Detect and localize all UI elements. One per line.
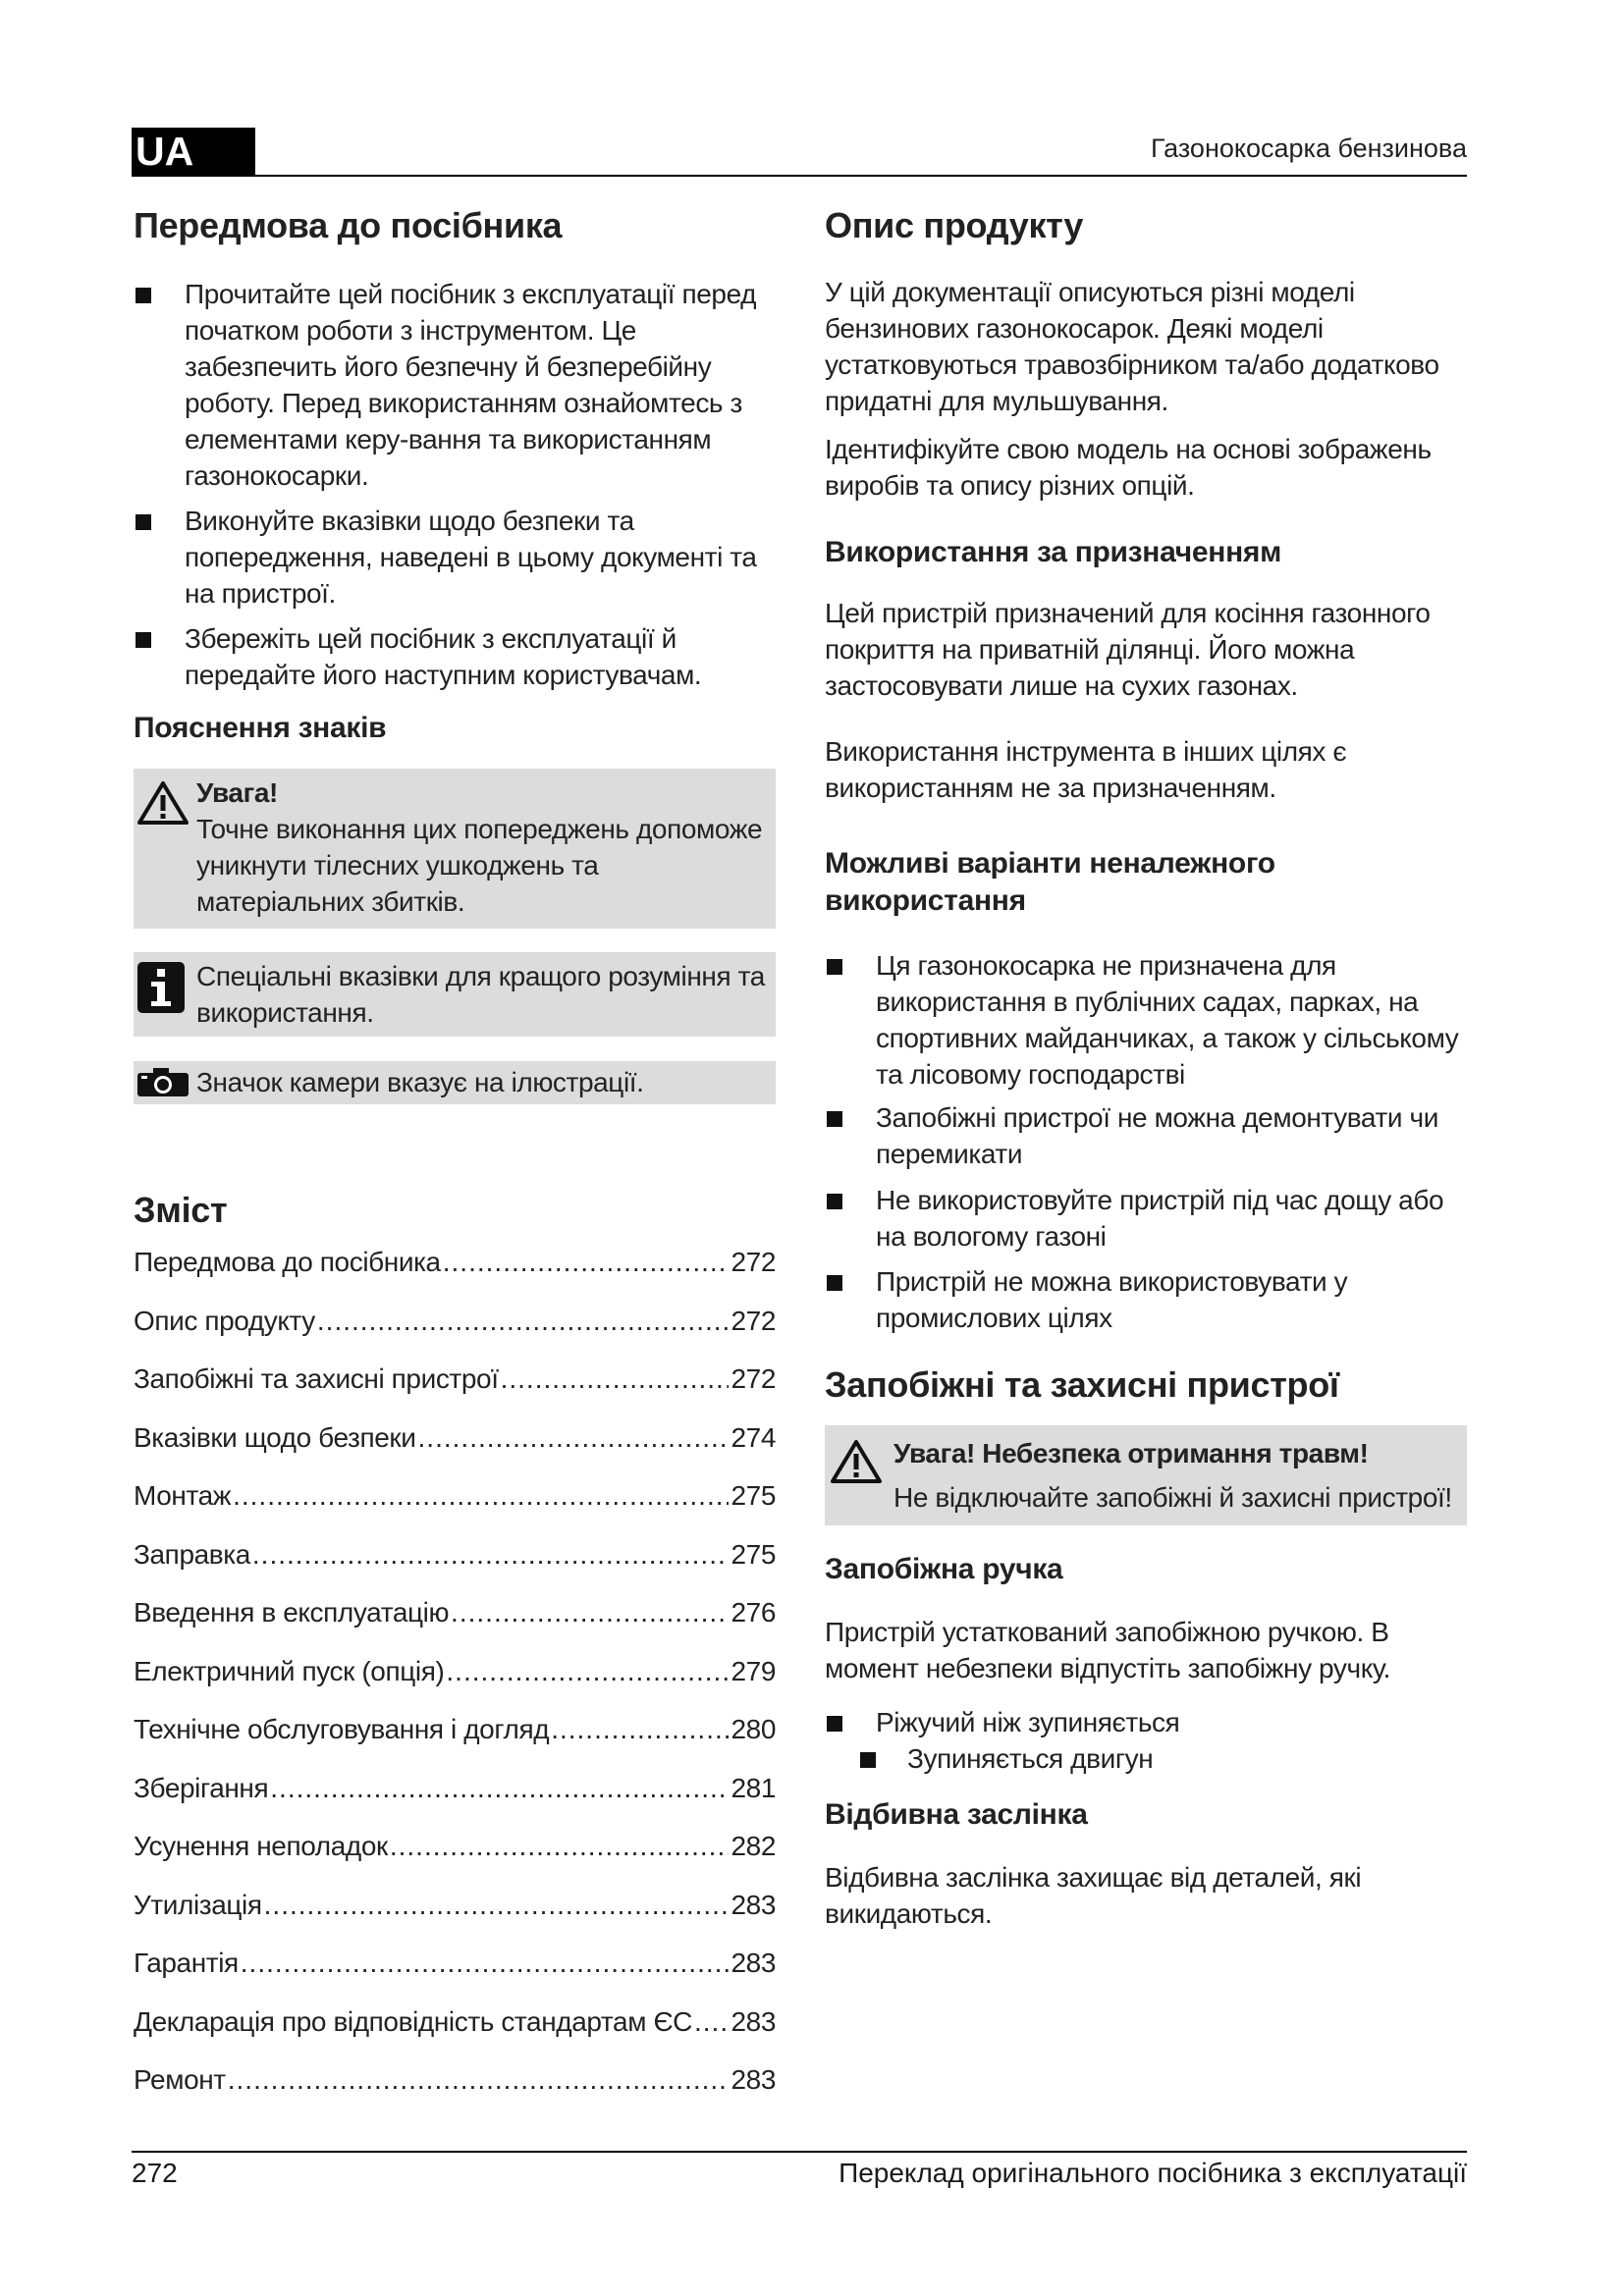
- misuse-heading: Можливі варіанти неналежного використання: [825, 847, 1275, 917]
- toc-leader-dots: [264, 1890, 730, 1921]
- toc-label: Ремонт: [134, 2064, 226, 2095]
- safety-handle-paragraph: Пристрій устаткований запобіжною ручкою. В момент небезпеки відпустіть запобіжну ручку.: [825, 1617, 1391, 1683]
- square-bullet-icon: [135, 632, 151, 648]
- toc-label: Гарантія: [134, 1948, 239, 1978]
- safety-handle-list: [825, 1704, 1469, 1777]
- list-item: Запобіжні пристрої не можна демонтувати чи перемикати: [825, 1099, 1469, 1172]
- toc-label: Утилізація: [134, 1889, 262, 1920]
- deflector-flap-heading: Відбивна заслінка: [825, 1798, 1088, 1831]
- toc-page-number: 272: [731, 1363, 776, 1394]
- toc-leader-dots: [390, 1831, 730, 1862]
- list-item: Ця газонокосарка не призначена для використання в публічних садах, парках, на спортивних майданчиках, а також у сільському та лісовому господарстві: [825, 947, 1469, 1093]
- list-item: Не використовуйте пристрій під час дощу або на вологому газоні: [825, 1182, 1469, 1255]
- list-item: Прочитайте цей посібник з експлуатації перед початком роботи з інструментом. Це забезпечить його безпечну й безперебійну роботу. Перед використанням ознайомтесь з елементами керу-вання та використанням газонокосарки.: [134, 276, 776, 494]
- toc-label: Введення в експлуатацію: [134, 1597, 450, 1628]
- footer-text: Переклад оригінального посібника з експлуатації: [839, 2158, 1467, 2188]
- info-text: Спеціальні вказівки для кращого розуміння та використання.: [196, 961, 765, 1028]
- toc-leader-dots: [317, 1306, 730, 1337]
- toc-leader-dots: [241, 1948, 730, 1979]
- toc-leader-dots: [451, 1597, 729, 1629]
- toc-row: [134, 2006, 776, 2065]
- toc-page-number: 281: [731, 1772, 776, 1803]
- toc-row: [134, 1890, 776, 1949]
- toc-label: Усунення неполадок: [134, 1831, 388, 1861]
- danger-title: Увага! Небезпека отримання травм!: [893, 1438, 1369, 1468]
- signs-heading: Пояснення знаків: [134, 712, 387, 744]
- toc-row: [134, 1831, 776, 1890]
- toc-label: Запобіжні та захисні пристрої: [134, 1363, 499, 1394]
- deflector-flap-paragraph: Відбивна заслінка захищає від деталей, які викидаються.: [825, 1862, 1362, 1929]
- foreword-heading: Передмова до посібника: [134, 205, 563, 245]
- toc-page-number: 280: [731, 1714, 776, 1744]
- toc-leader-dots: [551, 1714, 729, 1745]
- square-bullet-icon: [827, 1716, 842, 1732]
- camera-box: [134, 1061, 776, 1104]
- toc-leader-dots: [233, 1480, 729, 1512]
- toc-row: [134, 2064, 776, 2123]
- toc-row: [134, 1773, 776, 1832]
- toc-label: Монтаж: [134, 1480, 232, 1511]
- toc-leader-dots: [270, 1773, 729, 1804]
- toc-row: [134, 1656, 776, 1715]
- toc-row: [134, 1714, 776, 1773]
- toc-page-number: 272: [731, 1247, 776, 1277]
- toc-label: Заправка: [134, 1538, 250, 1570]
- toc-leader-dots: [252, 1539, 730, 1571]
- camera-text: Значок камери вказує на ілюстрації.: [196, 1067, 644, 1097]
- toc-row: [134, 1247, 776, 1306]
- toc-label: Опис продукту: [134, 1305, 315, 1336]
- toc-page-number: 274: [731, 1421, 776, 1453]
- square-bullet-icon: [827, 1275, 842, 1291]
- toc-label: Технічне обслуговування і догляд: [134, 1714, 550, 1744]
- toc-page-number: 283: [731, 2064, 776, 2095]
- danger-box: [825, 1425, 1467, 1525]
- language-badge: UA: [132, 128, 255, 175]
- toc-label: Зберігання: [134, 1772, 269, 1803]
- warning-text: Точне виконання цих попереджень допоможе уникнути тілесних ушкоджень та матеріальних збитків.: [196, 814, 763, 917]
- toc-page-number: 283: [731, 1889, 776, 1920]
- toc-leader-dots: [694, 2006, 729, 2038]
- safety-handle-heading: Запобіжна ручка: [825, 1553, 1063, 1585]
- toc-page-number: 282: [731, 1831, 776, 1861]
- toc-page-number: 283: [731, 2005, 776, 2037]
- warning-box: [134, 769, 776, 929]
- intended-use-paragraph-2: Використання інструмента в інших цілях є використанням не за призначенням.: [825, 736, 1347, 803]
- safety-devices-heading: Запобіжні та захисні пристрої: [825, 1364, 1339, 1405]
- square-bullet-icon: [860, 1752, 876, 1768]
- info-box: [134, 952, 776, 1037]
- toc-label: Декларація про відповідність стандартам ЄС: [134, 2005, 692, 2037]
- toc-row: [134, 1480, 776, 1539]
- square-bullet-icon: [135, 288, 151, 303]
- square-bullet-icon: [827, 1111, 842, 1127]
- foreword-list: [134, 276, 776, 693]
- toc-page-number: 276: [731, 1597, 776, 1628]
- toc-page-number: 275: [731, 1538, 776, 1570]
- toc-row: [134, 1422, 776, 1481]
- toc-leader-dots: [418, 1422, 730, 1454]
- danger-text: Не відключайте запобіжні й захисні пристрої!: [893, 1482, 1452, 1513]
- toc-page-number: 279: [731, 1655, 776, 1686]
- toc-page-number: 272: [731, 1305, 776, 1336]
- camera-icon: [135, 1067, 190, 1098]
- product-paragraph-2: Ідентифікуйте свою модель на основі зображень виробів та опису різних опцій.: [825, 434, 1432, 501]
- intended-use-heading: Використання за призначенням: [825, 536, 1281, 568]
- toc-leader-dots: [228, 2064, 730, 2096]
- info-icon: [135, 960, 187, 1015]
- list-item: Збережіть цей посібник з експлуатації й передайте його наступним користувачам.: [134, 620, 776, 693]
- toc-row: [134, 1539, 776, 1598]
- misuse-list: [825, 947, 1469, 1336]
- header-title: Газонокосарка бензинова: [1151, 133, 1467, 163]
- toc-label: Передмова до посібника: [134, 1247, 441, 1277]
- intended-use-paragraph-1: Цей пристрій призначений для косіння газонного покриття на приватній ділянці. Його можна застосовувати лише на сухих газонах.: [825, 598, 1431, 701]
- toc-row: [134, 1948, 776, 2006]
- product-paragraph-1: У цій документації описуються різні моделі бензинових газонокосарок. Деякі моделі устатковуються травозбірником та/або додатково придатні для мульшування.: [825, 277, 1439, 416]
- list-item: Виконуйте вказівки щодо безпеки та попередження, наведені в цьому документі та на пристрої.: [134, 503, 776, 612]
- warning-triangle-icon: [137, 780, 189, 826]
- right-column: [825, 201, 1469, 1932]
- left-column: [134, 201, 776, 2123]
- toc-row: [134, 1306, 776, 1364]
- header-divider: [132, 175, 1467, 177]
- warning-title: Увага!: [196, 777, 278, 808]
- page-number: 272: [132, 2158, 178, 2188]
- toc-leader-dots: [443, 1247, 730, 1278]
- toc-row: [134, 1597, 776, 1656]
- product-heading: Опис продукту: [825, 205, 1084, 245]
- table-of-contents: [134, 1247, 776, 2123]
- square-bullet-icon: [827, 959, 842, 975]
- toc-label: Вказівки щодо безпеки: [134, 1421, 416, 1453]
- list-item: Зупиняється двигун: [825, 1740, 1469, 1777]
- square-bullet-icon: [135, 514, 151, 530]
- footer-divider: [132, 2151, 1467, 2153]
- toc-leader-dots: [446, 1656, 729, 1687]
- list-item: Ріжучий ніж зупиняється: [825, 1704, 1469, 1740]
- toc-label: Електричний пуск (опція): [134, 1655, 445, 1686]
- toc-page-number: 275: [731, 1480, 776, 1511]
- toc-page-number: 283: [731, 1948, 776, 1978]
- warning-triangle-icon: [831, 1439, 882, 1484]
- square-bullet-icon: [827, 1194, 842, 1209]
- toc-row: [134, 1363, 776, 1422]
- toc-leader-dots: [501, 1363, 730, 1395]
- list-item: Пристрій не можна використовувати у промислових цілях: [825, 1263, 1469, 1336]
- toc-heading: Зміст: [134, 1190, 228, 1230]
